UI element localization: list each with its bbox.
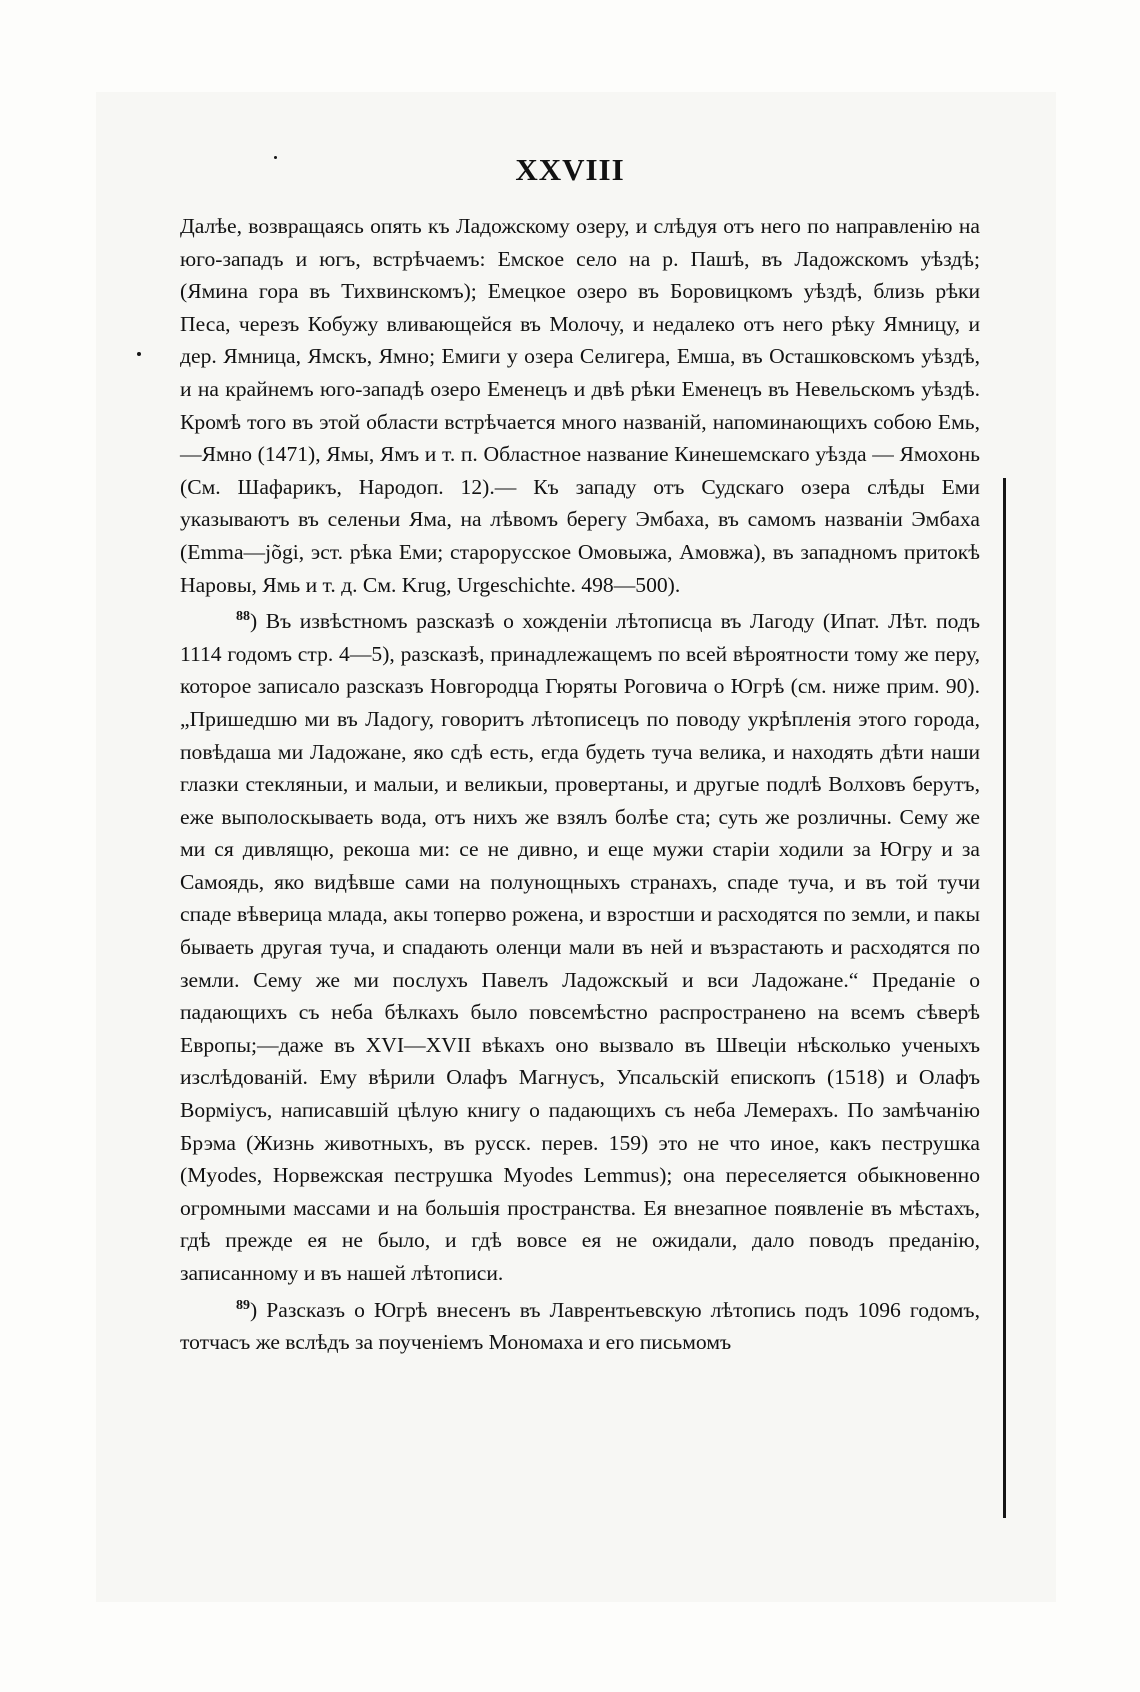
footnote-89 [180, 1294, 980, 1359]
paragraph-continuation: Далѣе, возвращаясь опять къ Ладожскому озеру, и слѣдуя отъ него по направленію на юго-западъ и югъ, встрѣчаемъ: Емское село на р. Пашѣ, въ Ладожскомъ уѣздѣ; (Ямина гора въ Тихвинскомъ); Емецкое озеро въ Боровицкомъ уѣздѣ, близь рѣки Песа, черезъ Кобужу вливающейся въ Молочу, и недалеко отъ него рѣку Ямницу, и дер. Ямница, Ямскъ, Ямно; Емиги у озера Селигера, Емша, въ Осташковскомъ уѣздѣ, и на крайнемъ юго-западѣ озеро Еменецъ и двѣ рѣки Еменецъ въ Невельскомъ уѣздѣ. Кромѣ того въ этой области встрѣчается много названій, напоминающихъ собою Емь,—Ямно (1471), Ямы, Ямъ и т. п. Областное название Кинешемскаго уѣзда — Ямохонь (См. Шафарикъ, Народоп. 12).— Къ западу отъ Судскаго озера слѣды Еми указываютъ въ селеньи Яма, на лѣвомъ берегу Эмбаха, въ самомъ названіи Эмбаха (Emma—jõgi, эст. рѣка Еми; старорусское Омовыжа, Амовжа), въ западномъ притокѣ Наровы, Ямь и т. д. См. Krug, Urgeschichte. 498—500). [180, 214, 980, 597]
page-number: XXVIII [515, 152, 625, 187]
header-dot-mark [274, 156, 277, 159]
footnote-89-marker: 89 [236, 1297, 250, 1313]
text-body [180, 210, 980, 1363]
footnote-88-text: ) Въ извѣстномъ разсказѣ о хожденіи лѣтописца въ Лагоду (Ипат. Лѣт. подъ 1114 годомъ стр. 4—5), разсказѣ, принадлежащемъ по всей вѣроятности тому же перу, которое записало разсказъ Новгородца Гюряты Роговича о Югрѣ (см. ниже прим. 90). „Пришедшю ми въ Ладогу, говоритъ лѣтописецъ по поводу укрѣпленія этого города, повѣдаша ми Ладожане, яко сдѣ есть, егда будеть туча велика, и находять дѣти наши глазки стекляныи, и малыи, и великыи, провертаны, и другые подлѣ Волховъ берутъ, еже выполоскываеть вода, отъ нихъ же взялъ болѣе ста; суть же розличны. Сему же ми ся дивлящю, рекоша ми: се не дивно, и еще мужи старіи ходили за Югру и за Самоядь, яко видѣвше сами на полунощныхъ странахъ, спаде туча, и въ той тучи спаде вѣверица млада, акы топерво рожена, и взростши и расходятся по земли, и пакы бываеть другая туча, и спадають оленци мали въ ней и възрастають и расходятся по земли. Сему же ми послухъ Павелъ Ладожскый и вси Ладожане.“ Преданіе о падающихъ съ неба бѣлкахъ было повсемѣстно распространено на всемъ сѣверѣ Европы;—даже въ XVI—XVII вѣкахъ оно вызвало въ Швеціи нѣсколько ученыхъ изслѣдованій. Ему вѣрили Олафъ Магнусъ, Упсальскій епископъ (1518) и Олафъ Ворміусъ, написавшій цѣлую книгу о падающихъ съ неба Лемерахъ. По замѣчанію Брэма (Жизнь животныхъ, въ русск. перев. 159) это не что иное, какъ пеструшка (Myodes, Норвежская пеструшка Myodes Lemmus); она переселяется обыкновенно огромными массами и на большія пространства. Ея внезапное появленіе въ мѣстахъ, гдѣ прежде ея не было, и гдѣ вовсе ея не ожидали, дало поводъ преданію, записанному и въ нашей лѣтописи. [180, 609, 980, 1285]
margin-dot-mark [137, 352, 141, 356]
margin-line-mark [1003, 478, 1006, 1518]
footnote-89-text: ) Разсказъ о Югрѣ внесенъ въ Лаврентьевскую лѣтопись подъ 1096 годомъ, тотчасъ же вслѣдъ за поученіемъ Мономаха и его письмомъ [180, 1297, 980, 1355]
footnote-88 [180, 605, 980, 1289]
footnote-88-marker: 88 [236, 608, 250, 624]
